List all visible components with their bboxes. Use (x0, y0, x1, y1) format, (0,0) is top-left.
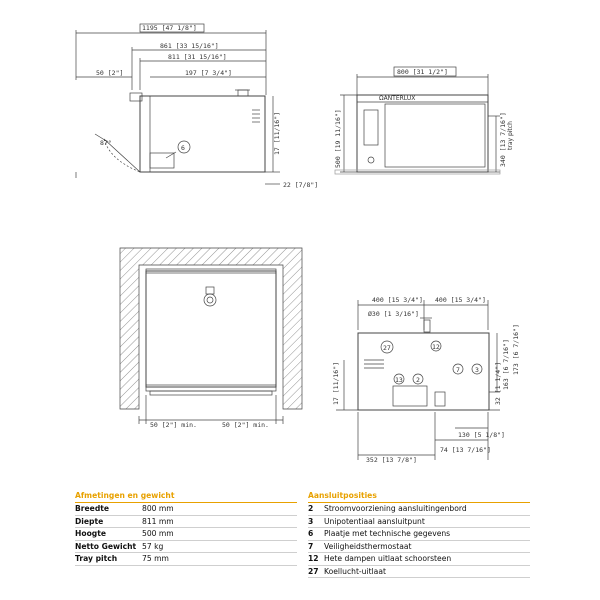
marker-13: 13 (395, 376, 403, 384)
row-key: Diepte (75, 516, 104, 526)
table-row (75, 516, 297, 529)
table-row (308, 528, 530, 541)
table-row (308, 566, 530, 579)
marker-7: 7 (456, 366, 460, 374)
row-key: 3 (308, 516, 314, 526)
row-value: Koellucht-uitlaat (324, 566, 386, 576)
dim-gap-left: 50 [2"] min. (150, 421, 197, 429)
marker-3: 3 (475, 366, 479, 374)
dim-340: 340 [13 7/16"] (499, 112, 507, 167)
row-key: 6 (308, 529, 314, 538)
row-key: Netto Gewicht (75, 541, 137, 551)
connections-title: Aansluitposities (308, 491, 530, 503)
row-key: Tray pitch (75, 554, 118, 563)
row-key: 7 (308, 541, 314, 551)
dimensions-table (75, 491, 297, 566)
row-key: Breedte (75, 504, 110, 513)
dimensions-title: Afmetingen en gewicht (75, 491, 297, 503)
tray-pitch-label: tray pitch (507, 121, 514, 150)
marker-27: 27 (383, 344, 391, 352)
dim-861: 861 [33 15/16"] (160, 42, 219, 50)
dim-811: 811 [31 15/16"] (168, 53, 227, 61)
table-row (75, 541, 297, 554)
brand-logo: ΩANTERLUX (379, 95, 416, 102)
dim-front-width: 800 [31 1/2"] (397, 68, 448, 76)
dim-17-side: 17 [11/16"] (273, 111, 281, 155)
dim-back-130: 130 [5 1/8"] (458, 431, 505, 439)
dim-back-17: 17 [11/16"] (332, 361, 340, 405)
row-value: Plaatje met technische gegevens (324, 529, 451, 538)
row-value: Stroomvoorziening aansluitingenbord (324, 504, 467, 513)
connections-table (308, 491, 530, 578)
niche-view (120, 248, 302, 424)
table-row (308, 553, 530, 566)
marker-6: 6 (181, 144, 185, 152)
row-value: 500 mm (142, 529, 174, 538)
dim-angle: 87° (100, 139, 112, 147)
dim-back-74: 74 [13 7/16"] (440, 446, 491, 454)
front-view (335, 67, 500, 174)
table-row (75, 528, 297, 541)
table-row (75, 503, 297, 516)
dim-back-173: 173 [6 7/16"] (512, 324, 520, 375)
dim-22: 22 [7/8"] (283, 181, 319, 189)
dim-gap-right: 50 [2"] min. (222, 421, 269, 429)
table-row (75, 553, 297, 566)
table-row (308, 516, 530, 529)
marker-2: 2 (416, 376, 420, 384)
table-row (308, 541, 530, 554)
row-value: Unipotentiaal aansluitpunt (324, 516, 425, 526)
dim-front-height: 500 [19 11/16"] (334, 109, 342, 168)
row-key: 2 (308, 504, 314, 513)
table-row (308, 503, 530, 516)
dim-back-400-left: 400 [15 3/4"] (372, 296, 423, 304)
row-value: 811 mm (142, 516, 174, 526)
dim-197: 197 [7 3/4"] (185, 69, 232, 77)
row-value: 75 mm (142, 554, 169, 563)
dim-back-163: 163 [6 7/16"] (502, 339, 510, 390)
row-key: 27 (308, 566, 319, 576)
row-value: 800 mm (142, 504, 174, 513)
dim-back-30: Ø30 [1 3/16"] (368, 310, 419, 318)
dim-back-352: 352 [13 7/8"] (366, 456, 417, 464)
row-value: 57 kg (142, 541, 164, 551)
row-key: 12 (308, 554, 319, 563)
dim-back-400-right: 400 [15 3/4"] (435, 296, 486, 304)
marker-12: 12 (432, 343, 440, 351)
dim-back-32: 32 [1 1/4"] (494, 361, 502, 405)
dim-overall-width: 1195 [47 1/8"] (142, 24, 197, 32)
row-value: Hete dampen uitlaat schoorsteen (324, 554, 452, 563)
dim-50: 50 [2"] (96, 69, 124, 77)
row-key: Hoogte (75, 529, 107, 538)
row-value: Veiligheidsthermostaat (324, 541, 412, 551)
